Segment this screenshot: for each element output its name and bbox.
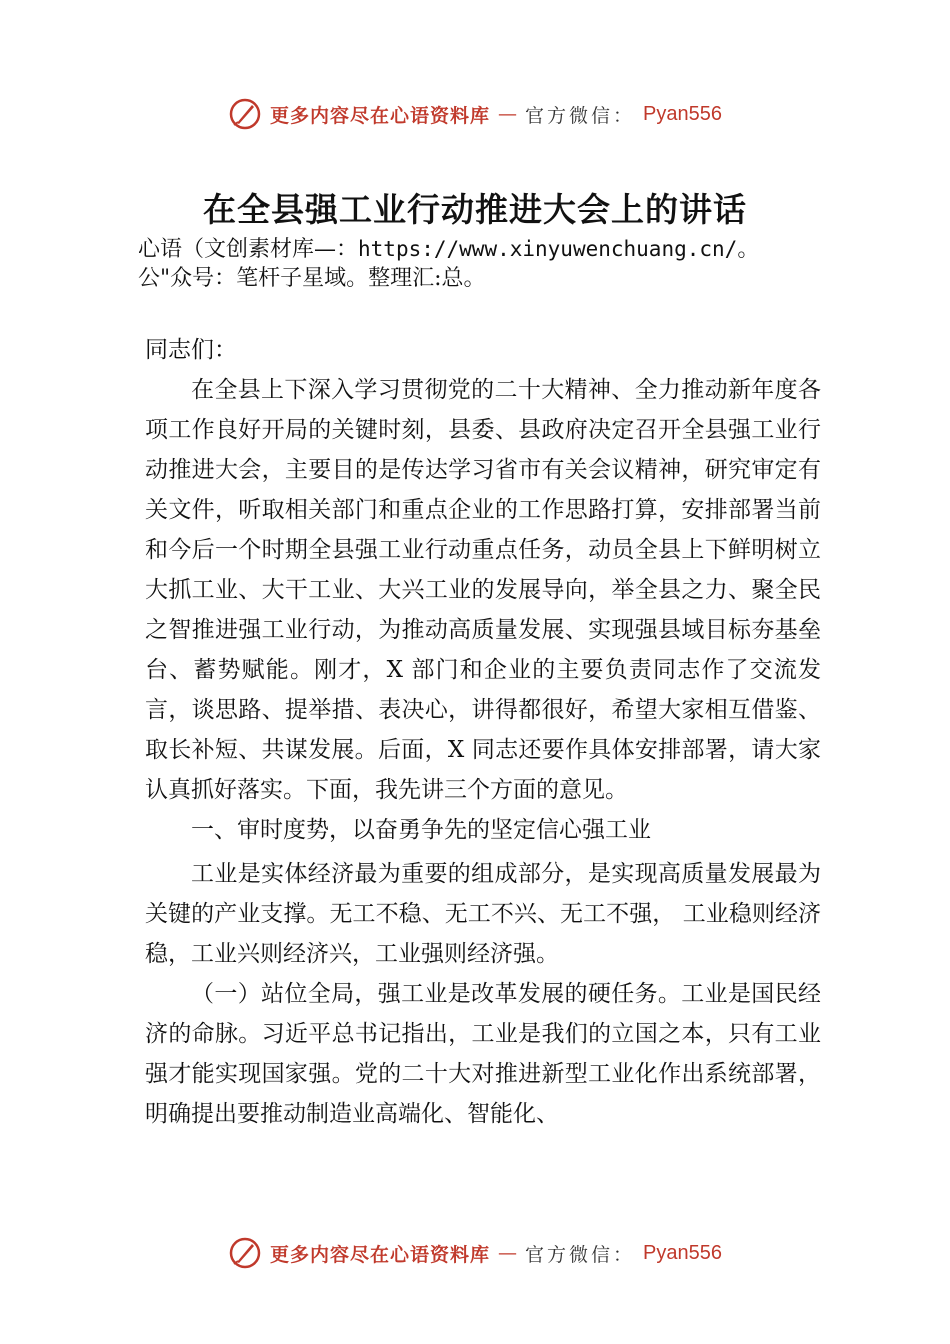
watermark-wechat-id: Pyan556 — [643, 1241, 722, 1264]
watermark-dash: — — [498, 103, 518, 125]
salutation: 同志们： — [145, 337, 237, 363]
document-title: 在全县强工业行动推进大会上的讲话 — [203, 190, 747, 229]
paragraph-intro: 在全县上下深入学习贯彻党的二十大精神、全力推动新年度各项工作良好开局的关键时刻，县委、县政府决定召开全县强工业行动推进大会，主要目的是传达学习省市有关会议精神，研究审定有关文件，听取相关部门和重点企业的工作思路打算，安排部署当前和今后一个时期全县强工业行动重点任务，动员全县上下鲜明树立大抓工业、大干工业、大兴工业的发展导向，举全县之力、聚全民之智推进强工业行动，为推动高质量发展、实现强县域目标夯基垒台、蓄势赋能。刚才，X 部门和企业的主要负责同志作了交流发言，谈思路、提举措、表决心，讲得都很好，希望大家相互借鉴、 取长补短、共谋发展。后面，X 同志还要作具体安排部署，请大家认真抓好落实。下面，我先讲三个方面的意见。 — [145, 377, 821, 803]
watermark-brand-text: 更多内容尽在心语资料库 — [270, 104, 491, 127]
source-suffix: 。 — [737, 237, 760, 262]
source-line-1 — [138, 234, 759, 265]
quill-logo-icon — [228, 1236, 262, 1270]
paragraph-industry: 工业是实体经济最为重要的组成部分，是实现高质量发展最为关键的产业支撑。无工不稳、无工不兴、无工不强， 工业稳则经济稳，工业兴则经济兴，工业强则经济强。 — [145, 861, 821, 967]
watermark-footer — [0, 1233, 950, 1273]
paragraph-subsection-1: （一）站位全局，强工业是改革发展的硬任务。工业是国民经济的命脉。习近平总书记指出，工业是我们的立国之本，只有工业强才能实现国家强。党的二十大对推进新型工业化作出系统部署，明确提出要推动制造业高端化、智能化、 — [145, 981, 821, 1127]
quill-logo-icon — [228, 97, 262, 131]
watermark-wechat-id: Pyan556 — [643, 102, 722, 125]
watermark-wechat-label: 官方微信： — [525, 1243, 636, 1266]
source-url: https://www.xinyuwenchuang.cn/ — [358, 237, 738, 261]
watermark-wechat-label: 官方微信： — [525, 104, 636, 127]
source-prefix: 心语（文创素材库—： — [138, 237, 359, 262]
document-body — [145, 330, 821, 1134]
watermark-brand-text: 更多内容尽在心语资料库 — [270, 1243, 491, 1266]
watermark-header — [0, 94, 950, 134]
watermark-dash: — — [498, 1242, 518, 1264]
source-line-2: 公"众号：笔杆子星域。整理汇:总。 — [138, 266, 486, 291]
section-heading-1: 一、审时度势，以奋勇争先的坚定信心强工业 — [191, 817, 651, 843]
